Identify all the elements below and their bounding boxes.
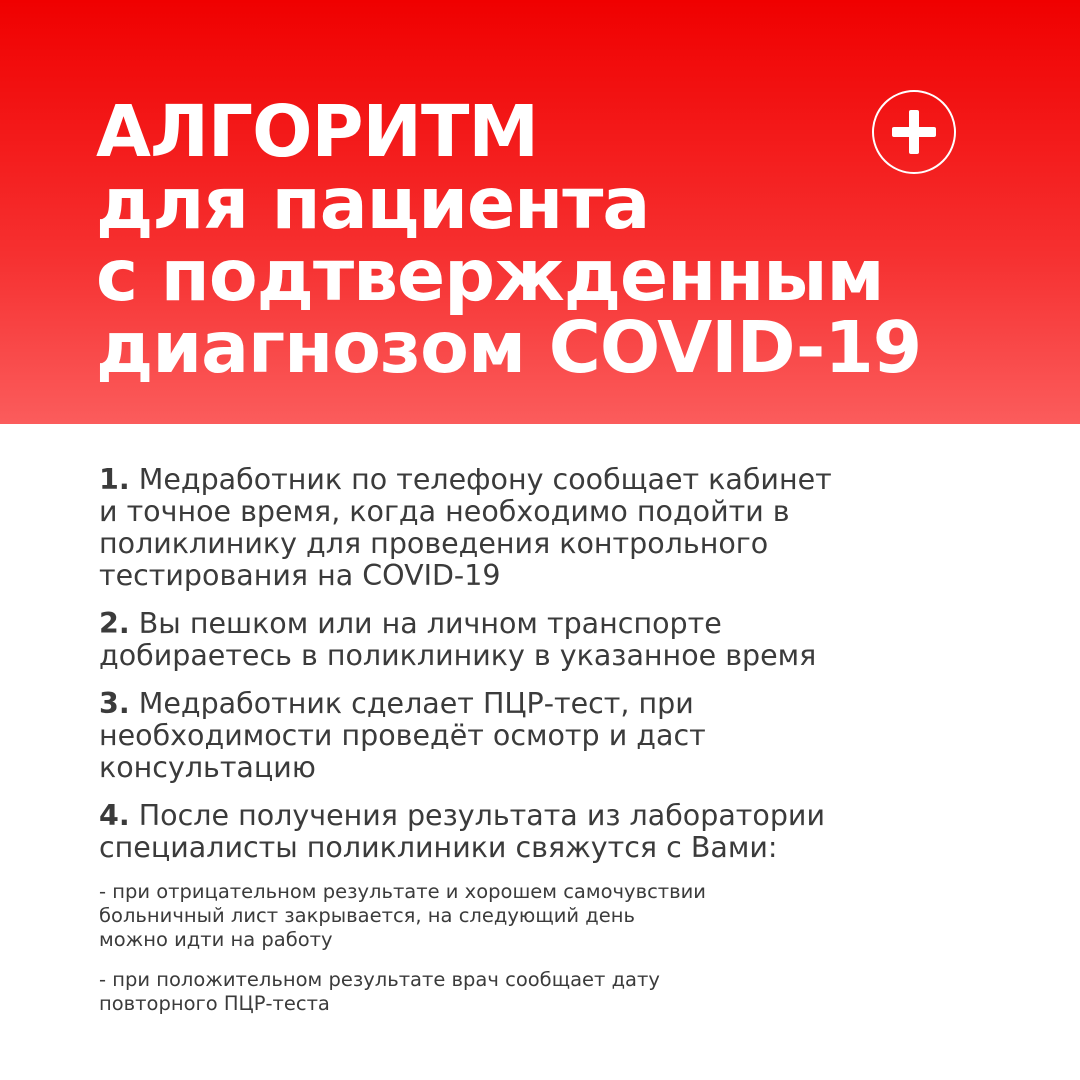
note-line: повторного ПЦР-теста	[99, 992, 330, 1015]
step-line: консультацию	[99, 751, 316, 784]
step-number: 2.	[99, 607, 130, 640]
step-text: После получения результата из лаборатории	[138, 799, 825, 832]
step-2	[99, 608, 999, 672]
step-number: 1.	[99, 463, 130, 496]
step-number: 3.	[99, 687, 130, 720]
step-line	[99, 800, 999, 832]
note-line: больничный лист закрывается, на следующий день	[99, 904, 635, 927]
title-line: для пациента	[96, 162, 650, 245]
note-negative-result	[99, 880, 999, 952]
title-line: АЛГОРИТМ	[96, 90, 539, 173]
step-4	[99, 800, 999, 864]
page-title	[96, 90, 922, 389]
step-line	[99, 464, 999, 496]
note-line: можно идти на работу	[99, 928, 333, 951]
algorithm-steps	[99, 464, 999, 1032]
step-line: специалисты поликлиники свяжутся с Вами:	[99, 831, 778, 864]
step-line: необходимости проведёт осмотр и даст	[99, 719, 706, 752]
note-positive-result	[99, 968, 999, 1016]
header-banner	[0, 0, 1080, 424]
step-text: Вы пешком или на личном транспорте	[138, 607, 722, 640]
step-line	[99, 688, 999, 720]
plus-vertical-bar	[909, 110, 919, 154]
step-3	[99, 688, 999, 784]
title-line: диагнозом COVID-19	[96, 306, 922, 389]
step-line: тестирования на COVID-19	[99, 559, 501, 592]
plus-in-circle-icon	[872, 90, 956, 174]
title-line: с подтвержденным	[96, 234, 884, 317]
note-line: - при положительном результате врач сообщает дату	[99, 968, 660, 991]
note-line: - при отрицательном результате и хорошем самочувствии	[99, 880, 706, 903]
step-line: добираетесь в поликлинику в указанное время	[99, 639, 817, 672]
step-number: 4.	[99, 799, 130, 832]
step-1	[99, 464, 999, 592]
step-line: и точное время, когда необходимо подойти в	[99, 495, 790, 528]
step-text: Медработник сделает ПЦР-тест, при	[138, 687, 694, 720]
step-line	[99, 608, 999, 640]
step-text: Медработник по телефону сообщает кабинет	[138, 463, 832, 496]
step-line: поликлинику для проведения контрольного	[99, 527, 769, 560]
